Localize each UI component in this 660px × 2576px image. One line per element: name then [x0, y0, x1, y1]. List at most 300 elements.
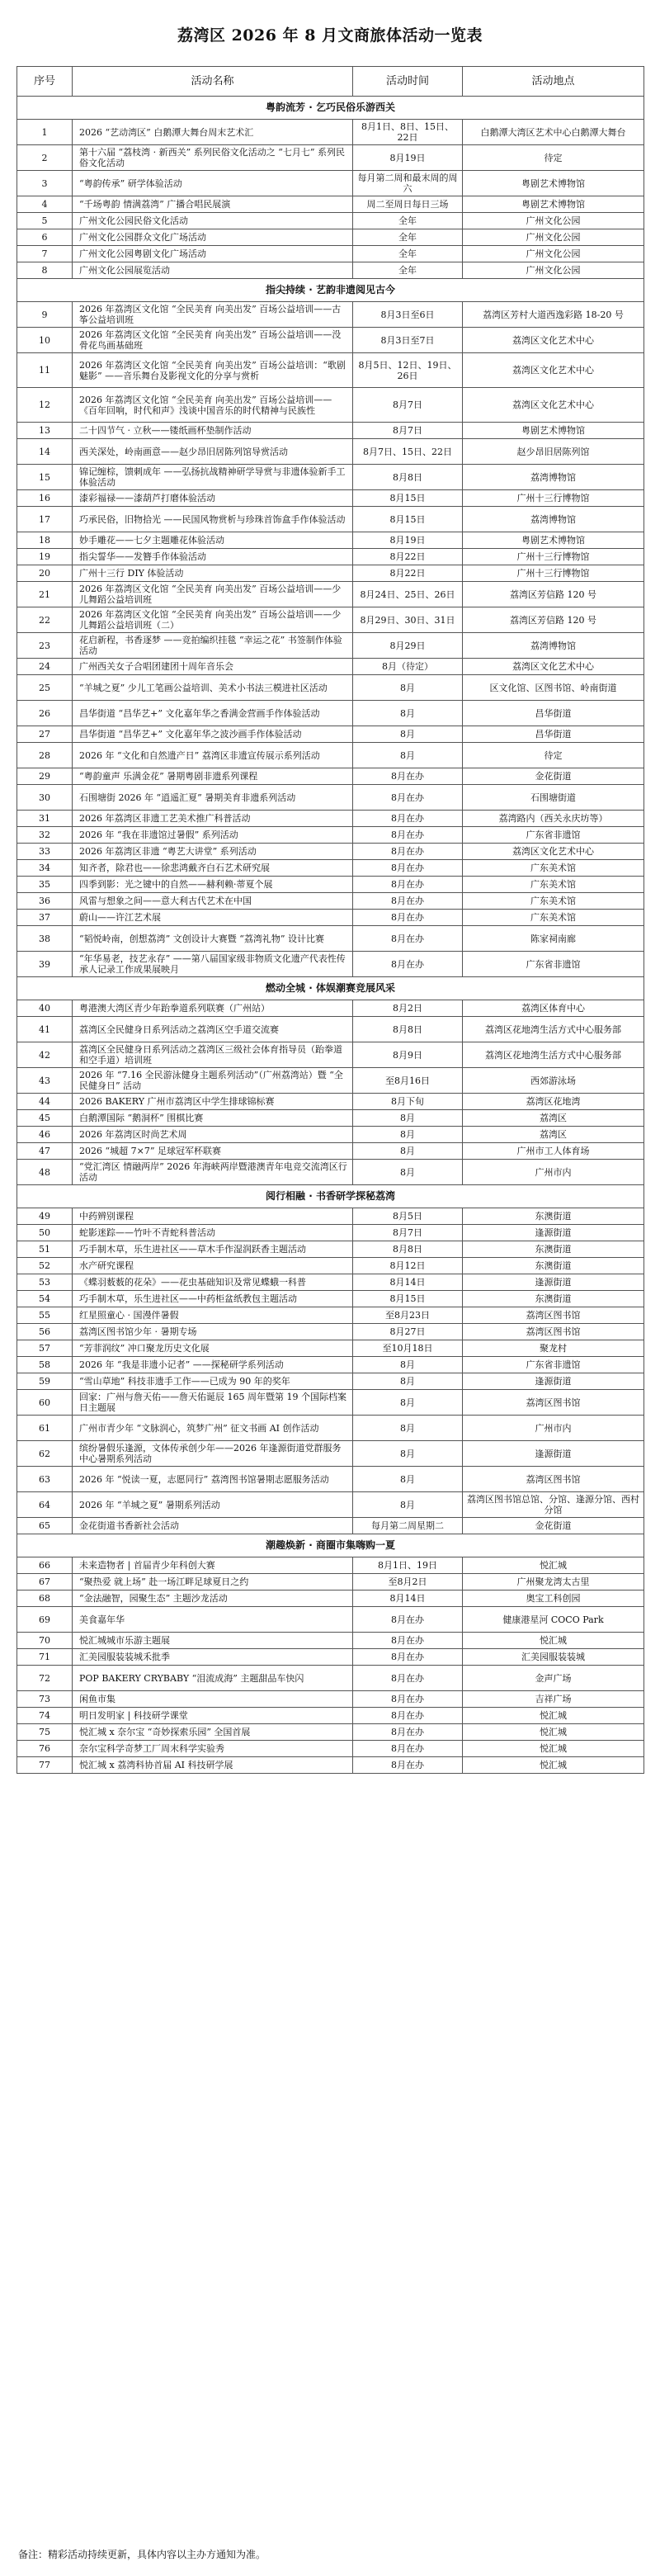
- cell-time: 至8月23日: [353, 1307, 463, 1324]
- table-row: [17, 1390, 644, 1416]
- cell-place: 悦汇城: [463, 1741, 644, 1757]
- cell-no: 24: [17, 659, 73, 675]
- cell-time: 8月27日: [353, 1324, 463, 1340]
- cell-time: 8月7日: [353, 1225, 463, 1241]
- page-title: 荔湾区 2026 年 8 月文商旅体活动一览表: [177, 26, 483, 45]
- table-row: [17, 302, 644, 328]
- table-row: [17, 229, 644, 246]
- table-row: [17, 582, 644, 607]
- cell-no: 22: [17, 607, 73, 633]
- cell-no: 29: [17, 768, 73, 785]
- cell-no: 51: [17, 1241, 73, 1258]
- cell-no: 4: [17, 196, 73, 213]
- cell-place: 广州市工人体育场: [463, 1143, 644, 1160]
- table-row: [17, 1649, 644, 1666]
- table-row: [17, 1607, 644, 1633]
- cell-no: 11: [17, 353, 73, 388]
- cell-time: 8月: [353, 726, 463, 743]
- cell-place: 广东美术馆: [463, 893, 644, 910]
- cell-place: 荔湾区: [463, 1110, 644, 1127]
- cell-place: 广州文化公园: [463, 213, 644, 229]
- cell-name: 中药辨别课程: [73, 1208, 353, 1225]
- cell-place: 荔湾区花地湾生活方式中心服务部: [463, 1042, 644, 1068]
- cell-time: 8月在办: [353, 1666, 463, 1691]
- cell-time: 至10月18日: [353, 1340, 463, 1357]
- cell-time: 8月: [353, 1373, 463, 1390]
- cell-no: 19: [17, 549, 73, 565]
- cell-no: 37: [17, 910, 73, 926]
- cell-place: 逢源街道: [463, 1225, 644, 1241]
- cell-no: 8: [17, 262, 73, 279]
- cell-no: 26: [17, 701, 73, 726]
- table-row: [17, 1258, 644, 1274]
- cell-time: 8月: [353, 701, 463, 726]
- table-row: [17, 1518, 644, 1534]
- table-row: [17, 1110, 644, 1127]
- cell-name: 明日发明家 | 科技研学课堂: [73, 1708, 353, 1724]
- cell-place: 广州十三行博物馆: [463, 490, 644, 507]
- cell-time: 8月: [353, 1357, 463, 1373]
- table-row: [17, 1274, 644, 1291]
- cell-no: 14: [17, 439, 73, 465]
- cell-time: 8月在办: [353, 1741, 463, 1757]
- cell-name: 2026 年 “文化和自然遗产日” 荔湾区非遗宣传展示系列活动: [73, 743, 353, 768]
- cell-name: 漆彩福禄——漆葫芦打磨体验活动: [73, 490, 353, 507]
- table-row: [17, 1441, 644, 1467]
- cell-place: 荔湾区芳村大道西逸彩路 18-20 号: [463, 302, 644, 328]
- cell-time: 8月在办: [353, 952, 463, 977]
- cell-name: 广州文化公园民俗文化活动: [73, 213, 353, 229]
- cell-no: 44: [17, 1094, 73, 1110]
- section-header-row: [17, 977, 644, 1000]
- cell-place: 广州文化公园: [463, 246, 644, 262]
- cell-no: 36: [17, 893, 73, 910]
- cell-no: 17: [17, 507, 73, 532]
- cell-name: 巧承民俗，旧物拾光 ——民国风物赏析与珍珠首饰盒手作体验活动: [73, 507, 353, 532]
- table-row: [17, 1017, 644, 1042]
- cell-place: 广东美术馆: [463, 877, 644, 893]
- cell-time: 全年: [353, 229, 463, 246]
- cell-time: 8月在办: [353, 893, 463, 910]
- table-row: [17, 1741, 644, 1757]
- cell-place: 汇美园服装装城: [463, 1649, 644, 1666]
- cell-time: 全年: [353, 246, 463, 262]
- cell-name: 广州市青少年 “文脉润心，筑梦广州” 征文书画 AI 创作活动: [73, 1416, 353, 1441]
- cell-name: “党汇湾区 情融两岸” 2026 年海峡两岸暨港澳青年电竞交流湾区行活动: [73, 1160, 353, 1185]
- table-row: [17, 701, 644, 726]
- cell-time: 8月19日: [353, 532, 463, 549]
- cell-no: 1: [17, 120, 73, 145]
- cell-no: 16: [17, 490, 73, 507]
- table-row: [17, 860, 644, 877]
- cell-name: 广州文化公园粤剧文化广场活动: [73, 246, 353, 262]
- cell-place: 东澳街道: [463, 1208, 644, 1225]
- cell-time: 8月下旬: [353, 1094, 463, 1110]
- cell-no: 46: [17, 1127, 73, 1143]
- cell-place: 广东美术馆: [463, 910, 644, 926]
- table-row: [17, 388, 644, 423]
- cell-no: 67: [17, 1574, 73, 1591]
- cell-time: 8月在办: [353, 827, 463, 844]
- table-row: [17, 827, 644, 844]
- cell-place: 金花街道: [463, 1518, 644, 1534]
- cell-place: 广东省非遗馆: [463, 952, 644, 977]
- table-row: [17, 768, 644, 785]
- table-row: [17, 439, 644, 465]
- table-row: [17, 910, 644, 926]
- cell-name: 指尖誓华——发簪手作体验活动: [73, 549, 353, 565]
- table-row: [17, 1757, 644, 1774]
- cell-time: 全年: [353, 262, 463, 279]
- cell-no: 41: [17, 1017, 73, 1042]
- cell-no: 5: [17, 213, 73, 229]
- cell-name: 《蝶羽薮薮的花朵》——花虫基础知识及常见蝶蛾一科普: [73, 1274, 353, 1291]
- cell-name: “粤韵童声 乐满金花” 暑期粤剧非遗系列课程: [73, 768, 353, 785]
- cell-time: 8月15日: [353, 1291, 463, 1307]
- cell-place: 广州文化公园: [463, 229, 644, 246]
- cell-time: 8月: [353, 1143, 463, 1160]
- cell-time: 8月（待定）: [353, 659, 463, 675]
- cell-place: 广州聚龙湾太古里: [463, 1574, 644, 1591]
- cell-name: 2026 年荔湾区文化馆 “全民美育 向美出发” 百场公益培训——没骨花鸟画基础班: [73, 328, 353, 353]
- table-row: [17, 1591, 644, 1607]
- cell-time: 8月15日: [353, 507, 463, 532]
- table-row: [17, 675, 644, 701]
- cell-time: 8月在办: [353, 1708, 463, 1724]
- cell-place: 东澳街道: [463, 1241, 644, 1258]
- table-row: [17, 1666, 644, 1691]
- cell-place: 昌华街道: [463, 726, 644, 743]
- cell-name: 广州文化公园群众文化广场活动: [73, 229, 353, 246]
- cell-place: 聚龙村: [463, 1340, 644, 1357]
- cell-no: 69: [17, 1607, 73, 1633]
- cell-name: “千场粤韵 情满荔湾” 广播合唱民展演: [73, 196, 353, 213]
- cell-no: 58: [17, 1357, 73, 1373]
- table-row: [17, 877, 644, 893]
- cell-no: 12: [17, 388, 73, 423]
- table-row: [17, 1357, 644, 1373]
- cell-place: 荔湾区文化艺术中心: [463, 388, 644, 423]
- cell-name: 广州十三行 DIY 体验活动: [73, 565, 353, 582]
- cell-no: 72: [17, 1666, 73, 1691]
- table-row: [17, 120, 644, 145]
- cell-place: 广东省非遗馆: [463, 1357, 644, 1373]
- cell-time: 8月12日: [353, 1258, 463, 1274]
- cell-no: 42: [17, 1042, 73, 1068]
- table-row: [17, 1633, 644, 1649]
- cell-name: 2026 年 “我在非遗馆过暑假” 系列活动: [73, 827, 353, 844]
- cell-name: 2026 年 “悦读一夏，志愿同行” 荔湾图书馆暑期志愿服务活动: [73, 1467, 353, 1492]
- cell-time: 8月5日: [353, 1208, 463, 1225]
- table-row: [17, 328, 644, 353]
- cell-name: 蔚山——许江艺术展: [73, 910, 353, 926]
- cell-no: 28: [17, 743, 73, 768]
- cell-place: 荔湾区图书馆: [463, 1467, 644, 1492]
- table-row: [17, 607, 644, 633]
- cell-place: 吉祥广场: [463, 1691, 644, 1708]
- table-row: [17, 659, 644, 675]
- cell-name: 荔湾区全民健身日系列活动之荔湾区三级社会体育指导员（跆拳道和空手道）培训班: [73, 1042, 353, 1068]
- cell-no: 62: [17, 1441, 73, 1467]
- cell-name: 2026 年荔湾区文化馆 “全民美育 向美出发” 百场公益培训——《百年回响，时代和声》浅谈中国音乐的时代精神与民族性: [73, 388, 353, 423]
- cell-name: 2026 年 “7.16 全民游泳健身主题系列活动”（广州荔湾站）暨 “全民健身日” 活动: [73, 1068, 353, 1094]
- cell-no: 33: [17, 844, 73, 860]
- section-title: 燃动全城 · 体娱潮赛竞展风采: [17, 977, 644, 1000]
- table-row: [17, 1574, 644, 1591]
- cell-place: 广州市内: [463, 1416, 644, 1441]
- cell-no: 68: [17, 1591, 73, 1607]
- cell-no: 54: [17, 1291, 73, 1307]
- table-row: [17, 1691, 644, 1708]
- table-row: [17, 1143, 644, 1160]
- cell-no: 7: [17, 246, 73, 262]
- table-row: [17, 1042, 644, 1068]
- cell-place: 昌华街道: [463, 701, 644, 726]
- cell-no: 25: [17, 675, 73, 701]
- cell-place: 悦汇城: [463, 1708, 644, 1724]
- table-row: [17, 213, 644, 229]
- cell-place: 粤剧艺术博物馆: [463, 196, 644, 213]
- cell-no: 21: [17, 582, 73, 607]
- cell-place: 荔湾区图书馆总馆、分馆、逢源分馆、西村分馆: [463, 1492, 644, 1518]
- cell-place: 金花街道: [463, 768, 644, 785]
- cell-place: 东澳街道: [463, 1291, 644, 1307]
- cell-place: 荔湾区文化艺术中心: [463, 328, 644, 353]
- cell-place: 区文化馆、区图书馆、岭南街道: [463, 675, 644, 701]
- cell-time: 至8月16日: [353, 1068, 463, 1094]
- table-row: [17, 565, 644, 582]
- cell-no: 63: [17, 1467, 73, 1492]
- cell-time: 8月3日至7日: [353, 328, 463, 353]
- cell-name: “年华易老，技艺永存” ——第八届国家级非物质文化遗产代表性传承人记录工作成果展映月: [73, 952, 353, 977]
- cell-time: 8月: [353, 1416, 463, 1441]
- table-row: [17, 1241, 644, 1258]
- cell-name: 二十四节气 · 立秋——镂纸画杯垫制作活动: [73, 423, 353, 439]
- table-row: [17, 1557, 644, 1574]
- cell-no: 35: [17, 877, 73, 893]
- cell-no: 30: [17, 785, 73, 811]
- table-row: [17, 423, 644, 439]
- cell-place: 荔湾区花地湾: [463, 1094, 644, 1110]
- section-header-row: [17, 1185, 644, 1208]
- cell-name: 巧手制木草，乐生进社区——中药柜盆纸教包主题活动: [73, 1291, 353, 1307]
- cell-time: 8月24日、25日、26日: [353, 582, 463, 607]
- cell-no: 13: [17, 423, 73, 439]
- cell-name: 美食嘉年华: [73, 1607, 353, 1633]
- cell-name: 广州文化公园展览活动: [73, 262, 353, 279]
- table-row: [17, 1160, 644, 1185]
- cell-time: 8月在办: [353, 1691, 463, 1708]
- table-header-row: [17, 67, 644, 97]
- table-row: [17, 1094, 644, 1110]
- table-row: [17, 633, 644, 659]
- cell-time: 8月8日: [353, 1241, 463, 1258]
- table-row: [17, 1307, 644, 1324]
- cell-name: 悦汇城 x 奈尔宝 “奇妙探索乐园” 全国首展: [73, 1724, 353, 1741]
- cell-name: 粤港澳大湾区青少年跆拳道系列联赛（广州站）: [73, 1000, 353, 1017]
- table-row: [17, 1068, 644, 1094]
- cell-name: 昌华街道 “昌华艺+” 文化嘉年华之波沙画手作体验活动: [73, 726, 353, 743]
- cell-name: 闲鱼市集: [73, 1691, 353, 1708]
- cell-no: 38: [17, 926, 73, 952]
- cell-name: 2026 年荔湾区文化馆 “全民美育 向美出发” 百场公益培训：“歌剧魅影” ——音乐舞台及影视文化的分享与赏析: [73, 353, 353, 388]
- cell-time: 8月7日: [353, 423, 463, 439]
- cell-no: 32: [17, 827, 73, 844]
- cell-name: 巧手制木草，乐生进社区——草木手作湿润跃香主题活动: [73, 1241, 353, 1258]
- table-row: [17, 353, 644, 388]
- cell-place: 白鹅潭大湾区艺术中心白鹅潭大舞台: [463, 120, 644, 145]
- cell-place: 荔湾区芳信路 120 号: [463, 607, 644, 633]
- cell-place: 金声广场: [463, 1666, 644, 1691]
- cell-no: 39: [17, 952, 73, 977]
- cell-place: 荔湾博物馆: [463, 507, 644, 532]
- cell-place: 荔湾区图书馆: [463, 1307, 644, 1324]
- cell-no: 65: [17, 1518, 73, 1534]
- section-title: 指尖持续 · 艺韵非遗阅见古今: [17, 279, 644, 302]
- cell-place: 粤剧艺术博物馆: [463, 171, 644, 196]
- cell-time: 8月1日、8日、15日、22日: [353, 120, 463, 145]
- cell-name: 石围塘街 2026 年 “逍遥汇夏” 暑期美育非遗系列活动: [73, 785, 353, 811]
- cell-place: 广东省非遗馆: [463, 827, 644, 844]
- cell-name: 2026 年荔湾区文化馆 “全民美育 向美出发” 百场公益培训——少儿舞蹈公益培训班: [73, 582, 353, 607]
- section-header-row: [17, 97, 644, 120]
- cell-place: 荔湾区芳信路 120 号: [463, 582, 644, 607]
- cell-time: 8月7日、15日、22日: [353, 439, 463, 465]
- cell-no: 48: [17, 1160, 73, 1185]
- cell-name: POP BAKERY CRYBABY “泪流成海” 主题甜品车快闪: [73, 1666, 353, 1691]
- cell-no: 77: [17, 1757, 73, 1774]
- cell-place: 逢源街道: [463, 1441, 644, 1467]
- cell-time: 8月9日: [353, 1042, 463, 1068]
- cell-no: 55: [17, 1307, 73, 1324]
- section-title: 粤韵流芳 · 乞巧民俗乐游西关: [17, 97, 644, 120]
- cell-time: 8月: [353, 743, 463, 768]
- cell-no: 18: [17, 532, 73, 549]
- cell-name: “粤韵传承” 研学体验活动: [73, 171, 353, 196]
- cell-name: 第十六届 “荔枝湾 · 新西关” 系列民俗文化活动之 “七月七” 系列民俗文化活动: [73, 145, 353, 171]
- table-row: [17, 1724, 644, 1741]
- cell-place: 荔湾区花地湾生活方式中心服务部: [463, 1017, 644, 1042]
- cell-name: 2026 年荔湾区时尚艺术周: [73, 1127, 353, 1143]
- cell-time: 8月8日: [353, 465, 463, 490]
- cell-time: 8月在办: [353, 1607, 463, 1633]
- cell-no: 43: [17, 1068, 73, 1094]
- cell-name: 四季到影：光之键中的自然——赫利赖·蒂夏个展: [73, 877, 353, 893]
- cell-name: 2026 年荔湾区文化馆 “全民美育 向美出发” 百场公益培训——古筝公益培训班: [73, 302, 353, 328]
- cell-no: 9: [17, 302, 73, 328]
- footnote: 备注：精彩活动持续更新，具体内容以主办方通知为准。: [18, 2549, 266, 2560]
- cell-place: 荔湾区图书馆: [463, 1390, 644, 1416]
- table-row: [17, 507, 644, 532]
- cell-time: 8月在办: [353, 844, 463, 860]
- table-row: [17, 1208, 644, 1225]
- cell-name: 奈尔宝科学奇梦工厂周末科学实验秀: [73, 1741, 353, 1757]
- cell-place: 粤剧艺术博物馆: [463, 423, 644, 439]
- cell-place: 粤剧艺术博物馆: [463, 532, 644, 549]
- cell-name: 2026 年荔湾区文化馆 “全民美育 向美出发” 百场公益培训——少儿舞蹈公益培训班（二）: [73, 607, 353, 633]
- cell-time: 8月2日: [353, 1000, 463, 1017]
- cell-name: 2026 “艺动湾区” 白鹅潭大舞台周末艺术汇: [73, 120, 353, 145]
- cell-name: 白鹅潭国际 “鹅洞杯” 围棋比赛: [73, 1110, 353, 1127]
- cell-name: 荔湾区图书馆少年 · 暑期专场: [73, 1324, 353, 1340]
- cell-place: 石围塘街道: [463, 785, 644, 811]
- table-row: [17, 1324, 644, 1340]
- activity-table: [16, 66, 644, 1774]
- table-row: [17, 726, 644, 743]
- cell-place: 悦汇城: [463, 1757, 644, 1774]
- cell-no: 64: [17, 1492, 73, 1518]
- cell-time: 8月8日: [353, 1017, 463, 1042]
- cell-place: 健康港星河 COCO Park: [463, 1607, 644, 1633]
- cell-no: 45: [17, 1110, 73, 1127]
- cell-time: 8月在办: [353, 1633, 463, 1649]
- cell-no: 71: [17, 1649, 73, 1666]
- cell-name: 蛇影迷踪——竹叶不青蛇科普活动: [73, 1225, 353, 1241]
- cell-time: 8月在办: [353, 910, 463, 926]
- cell-name: 2026 “城超 7×7” 足球冠军杯联赛: [73, 1143, 353, 1160]
- cell-time: 8月在办: [353, 860, 463, 877]
- table-row: [17, 811, 644, 827]
- cell-time: 8月在办: [353, 1757, 463, 1774]
- cell-place: 待定: [463, 743, 644, 768]
- cell-name: 悦汇城城市乐游主题展: [73, 1633, 353, 1649]
- cell-no: 47: [17, 1143, 73, 1160]
- table-row: [17, 1416, 644, 1441]
- table-row: [17, 465, 644, 490]
- cell-name: 锦记缠棕，馈刺成年 ——弘扬抗战精神研学导赏与非遗体验新手工体验活动: [73, 465, 353, 490]
- cell-name: 2026 年 “羊城之夏” 暑期系列活动: [73, 1492, 353, 1518]
- cell-time: 周二至周日每日三场: [353, 196, 463, 213]
- cell-name: 广州西关女子合唱团建团十周年音乐会: [73, 659, 353, 675]
- header-place: 活动地点: [463, 67, 644, 97]
- cell-time: 8月在办: [353, 785, 463, 811]
- cell-time: 至8月2日: [353, 1574, 463, 1591]
- cell-no: 10: [17, 328, 73, 353]
- cell-place: 广州市内: [463, 1160, 644, 1185]
- cell-time: 8月: [353, 1110, 463, 1127]
- cell-name: 西关深处，岭南画意——赵少昂旧居陈列馆导赏活动: [73, 439, 353, 465]
- cell-time: 8月在办: [353, 1649, 463, 1666]
- cell-name: 花启新程，书香逐梦 ——竞拍编织挂毯 “幸运之花” 书签制作体验活动: [73, 633, 353, 659]
- cell-time: 8月5日、12日、19日、26日: [353, 353, 463, 388]
- table-row: [17, 893, 644, 910]
- table-row: [17, 1708, 644, 1724]
- table-row: [17, 1340, 644, 1357]
- cell-place: 荔湾区文化艺术中心: [463, 844, 644, 860]
- section-header-row: [17, 1534, 644, 1557]
- cell-place: 奥宝工科创园: [463, 1591, 644, 1607]
- cell-time: 8月在办: [353, 877, 463, 893]
- cell-no: 3: [17, 171, 73, 196]
- table-row: [17, 145, 644, 171]
- cell-place: 荔湾博物馆: [463, 465, 644, 490]
- cell-time: 8月: [353, 1441, 463, 1467]
- cell-place: 悦汇城: [463, 1557, 644, 1574]
- cell-place: 广州十三行博物馆: [463, 565, 644, 582]
- cell-time: 8月: [353, 1467, 463, 1492]
- table-row: [17, 532, 644, 549]
- cell-place: 西郊游泳场: [463, 1068, 644, 1094]
- cell-place: 陈家祠南廊: [463, 926, 644, 952]
- cell-place: 广州十三行博物馆: [463, 549, 644, 565]
- cell-name: “韬悦岭南，创想荔湾” 文创设计大赛暨 “荔湾礼物” 设计比赛: [73, 926, 353, 952]
- cell-name: 水产研究课程: [73, 1258, 353, 1274]
- cell-no: 57: [17, 1340, 73, 1357]
- cell-time: 8月在办: [353, 1724, 463, 1741]
- table-row: [17, 952, 644, 977]
- table-row: [17, 1127, 644, 1143]
- cell-time: 8月14日: [353, 1274, 463, 1291]
